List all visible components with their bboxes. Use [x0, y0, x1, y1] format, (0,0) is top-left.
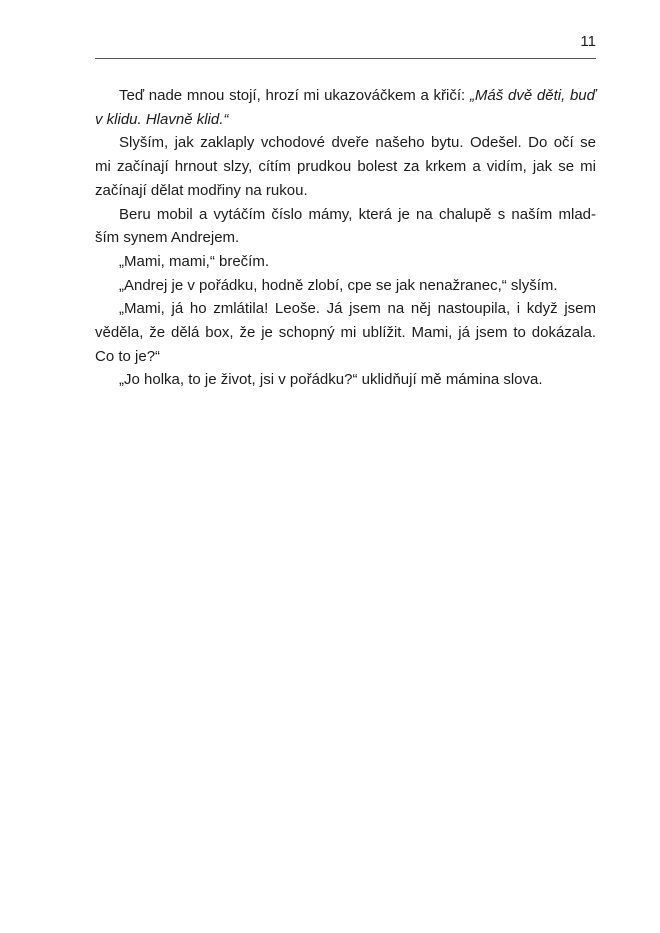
- paragraph: [95, 274, 596, 298]
- quoted-speech: v klidu. Hlavně klid.“: [95, 110, 229, 128]
- quoted-speech: „Máš dvě děti, buď: [469, 87, 597, 104]
- text-line: mi začínají hrnout slzy, cítím prudkou bolest za krkem a vidím, jak se mi: [95, 158, 596, 176]
- text-line: ším synem Andrejem.: [95, 229, 240, 247]
- page-header: [95, 32, 596, 59]
- text-line: začínají dělat modřiny na rukou.: [95, 181, 308, 199]
- text-line: „Mami, já ho zmlátila! Leoše. Já jsem na něj nastoupila, i když jsem: [119, 300, 596, 318]
- text-line: „Mami, mami,“ brečím.: [119, 252, 269, 270]
- paragraph: [95, 250, 596, 274]
- paragraph: [95, 297, 596, 368]
- text-span: Teď nade mnou stojí, hrozí mi ukazováčkem a křičí:: [119, 87, 470, 104]
- text-line: Beru mobil a vytáčím číslo mámy, která je na chalupě s naším mlad-: [119, 205, 596, 223]
- text-line: „Andrej je v pořádku, hodně zlobí, cpe se jak nenažranec,“ slyším.: [119, 276, 558, 294]
- paragraph: [95, 84, 596, 131]
- body-text: [95, 84, 596, 392]
- paragraph: [95, 368, 596, 392]
- paragraph: [95, 203, 596, 250]
- paragraph: [95, 131, 596, 202]
- text-line: [95, 108, 596, 132]
- text-line: věděla, že dělá box, že je schopný mi ublížit. Mami, já jsem to dokázala.: [95, 324, 596, 342]
- page-number: 11: [580, 33, 596, 50]
- text-line: Slyším, jak zaklaply vchodové dveře našeho bytu. Odešel. Do očí se: [119, 134, 596, 152]
- text-line: [95, 84, 596, 108]
- text-line: „Jo holka, to je život, jsi v pořádku?“ uklidňují mě mámina slova.: [119, 371, 543, 389]
- text-line: Co to je?“: [95, 347, 161, 365]
